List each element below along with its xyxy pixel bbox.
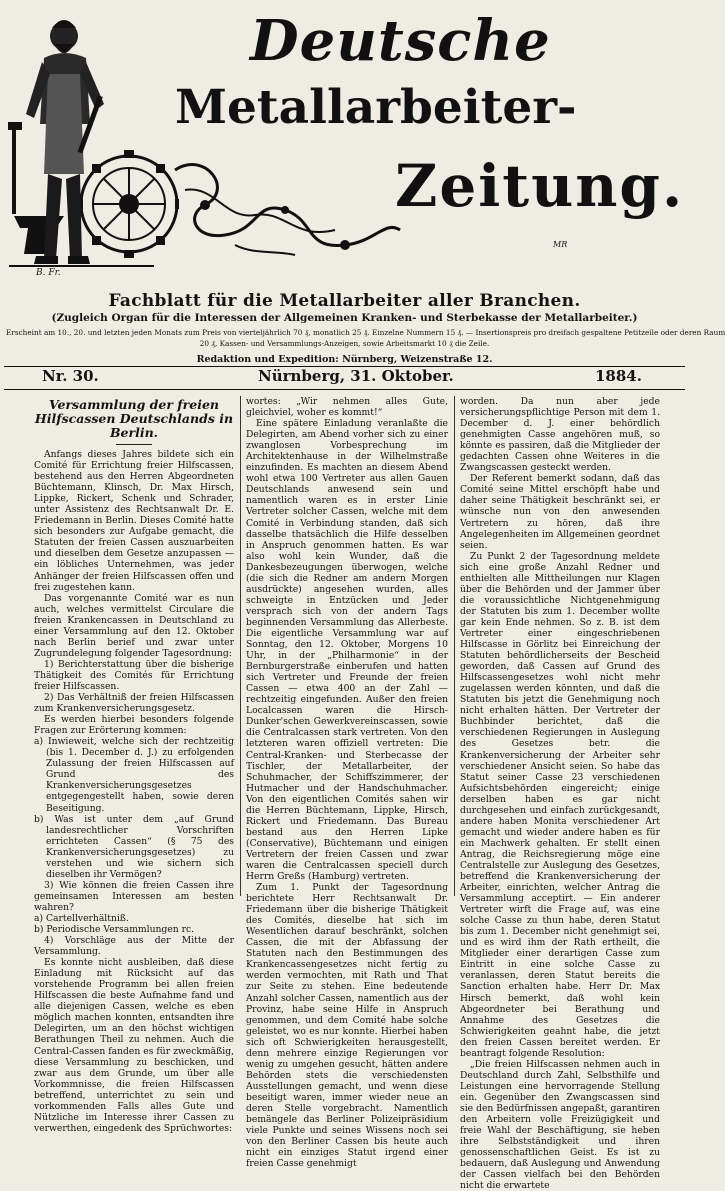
paragraph: Das vorgenannte Comité war es nun auch, welches vermittelst Circulare die freien Krankencassen in Deutschland zu einer Versammlung auf den 12. Oktober nach Berlin berief und zwar unter Zugrundelegung folgender Tagesordnung: [34, 592, 234, 659]
artist-signature: B. Fr. [36, 268, 61, 278]
resolution-quote: „Die freien Hilfscassen nehmen auch in Deutschland durch Zahl, Selbsthilfe und Leistungen eine hervorragende Stellung ein. Gegenüber den Zwangscassen sind sie den Bedürfnissen angepaßt, garantiren den Arbeitern volle Freizügigkeit und freie Wahl der Beschäftigung, sie heben ihre Selbstständigkeit und ihren genossenschaftlichen Geist. Es ist zu bedauern, daß Auslegung und Anwendung der Cassen vielfach bei den Behörden nicht die erwartete [460, 1058, 660, 1191]
agenda-subitem: b) Periodische Versammlungen rc. [34, 924, 195, 936]
title-line-2: Metallarbeiter- [175, 80, 577, 135]
monogram: MR [553, 240, 568, 249]
column-divider [240, 396, 241, 896]
paragraph: Zum 1. Punkt der Tagesordnung berichtete Herr Rechtsanwalt Dr. Friedemann über die bisherige Thätigkeit des Comités, dieselbe hat sich im Wesentlichen darauf beschränkt, solchen Cassen, die mit der Abfassung der Statuten nach den Bestimmungen des Krankencassengesetzes nicht fertig zu werden vermochten, mit Rath und That zur Seite zu stehen. Eine bedeutende Anzahl solcher Cassen, namentlich aus der Provinz, habe seine Hilfe in Anspruch genommen, und dem Comité habe solche geleistet, wo es nur konnte. Hierbei haben sich oft Schwierigkeiten herausgestellt, denn mehrere einzige Regierungen vor wenig zu umgehen gesucht, hätten andere Behörden stets die verschiedensten Ausstellungen gemacht, und wenn diese beseitigt waren, immer wieder neue an deren Stelle vorgebracht. Namentlich bemängele das Berliner Polizeipräsidium viele Punkte und seines Wissens noch sei von den Berliner Cassen bis heute auch nicht ein einziges Statut irgend einer freien Casse genehmigt [246, 882, 448, 1170]
paragraph: Eine spätere Einladung veranlaßte die Delegirten, am Abend vorher sich zu einer zwanglosen Vorbesprechung im Architektenhause in der Wilhelmstraße einzufinden. Es machten an diesem Abend wohl etwa 100 Vertreter aus allen Gauen Deutschlands anwesend sein und namentlich waren es in erster Linie Vertreter solcher Cassen, welche mit dem Comité in Verbindung standen, daß sich dasselbe thatsächlich die Hilfe desselben in Anspruch genommen hatten. Es war also wohl kein Wunder, daß die Dankesbezeugungen überwogen, welche (die sich die Redner am andern Morgen ausdrückte) angesehen wurden, alles schweigte in Entzücken und Jeder versprach sich von der andern Tags beginnenden Versammlung das Allerbeste. Die eigentliche Versammlung war auf Sonntag, den 12. Oktober, Morgens 10 Uhr, in der „Philharmonie“ in der Bernburgerstraße einberufen und hatten sich Vertreter und Freunde der freien Cassen — etwa 400 an der Zahl — rechtzeitig eingefunden. Außer den freien Localcassen waren die Hirsch-Dunker'schen Gewerkvereinscassen, sowie die Centralcassen stark vertreten. Von den letzteren waren offiziell vertreten: Die Central-Kranken- und Sterbecasse der Tischler, der Metallarbeiter, der Schuhmacher, der Schiffszimmerer, der Hutmacher und der Handschuhmacher. Von den eigentlichen Comités sahen wir die Herren Büchtemann, Lippke, Hirsch, Rickert und Friedemann. Das Bureau bestand aus den Herren Lipke (Conservative), Büchtemann und einigen Vertretern der freien Cassen und zwar waren die Centralcassen speciell durch Herrn Greßs (Hamburg) vertreten. [246, 418, 448, 883]
agenda-item: 3) Wie können die freien Cassen ihre gemeinsamen Interessen am besten wahren? [34, 879, 234, 913]
title-line-3: Zeitung. [395, 152, 685, 220]
agenda-item: 2) Das Verhältniß der freien Hilfscassen zum Krankenversicherungsgesetz. [34, 692, 234, 715]
agenda-subitem: a) Cartellverhältniß. [34, 912, 129, 924]
issue-place-date: Nürnberg, 31. Oktober. [258, 367, 454, 385]
info-line-1: Erscheint am 10., 20. und letzten jeden Monats zum Preis von vierteljährlich 70 ₰, monatlich 25 ₰. Einzelne Nummern 15 ₰. — Insertionspreis pro dreifach gespaltene Petitzeile oder deren Raum [6, 328, 725, 337]
paragraph: Der Referent bemerkt sodann, daß das Comité seine Mittel erschöpft habe und daher seine Thätigkeit beschränkt sei, er wünsche nun von den anwesenden Vertretern zu hören, daß ihre Angelegenheiten im Allgemeinen geordnet seien. [460, 473, 660, 551]
agenda-item: 4) Vorschläge aus der Mitte der Versammlung. [34, 935, 234, 958]
column-divider [454, 396, 455, 896]
title-rule [116, 444, 152, 445]
ornament-scroll [165, 150, 405, 260]
paragraph: Anfangs dieses Jahres bildete sich ein Comité für Errichtung freier Hilfscassen, bestehend aus den Herren Abgeordneten Büchtemann, Klinsch, Dr. Max Hirsch, Lippke, Rickert, Schenk und Schrader, unter Assistenz des Rechtsanwalt Dr. E. Friedemann in Berlin. Dieses Comité hatte sich besonders zur Aufgabe gemacht, die Statuten der freien Cassen auszuarbeiten und dieselben dem Gesetze anzupassen — ein löbliches Unternehmen, was jeder Anhänger der freien Hilfscassen offen und frei zugestehen kann. [34, 449, 234, 593]
agenda-item: 1) Berichterstattung über die bisherige Thätigkeit des Comités für Errichtung freier Hilfscassen. [34, 658, 234, 692]
rule-bottom [4, 389, 685, 390]
info-line-2: 20 ₰, Kassen- und Versammlungs-Anzeigen, sowie Arbeitsmarkt 10 ₰ die Zeile. [199, 339, 490, 348]
column-1 [34, 396, 234, 1134]
organ-line: (Zugleich Organ für die Interessen der Allgemeinen Kranken- und Sterbekasse der Metallarbeiter.) [51, 312, 638, 324]
redaktion-line: Redaktion und Expedition: Nürnberg, Weizenstraße 12. [196, 354, 493, 365]
blacksmith-illustration [4, 4, 179, 279]
issue-year: 1884. [595, 367, 642, 385]
subtitle: Fachblatt für die Metallarbeiter aller Branchen. [108, 291, 581, 311]
masthead [0, 0, 689, 300]
title-line-1: Deutsche [250, 8, 551, 74]
column-3 [460, 396, 660, 1191]
paragraph: Es werden hierbei besonders folgende Fragen zur Erörterung kommen: [34, 714, 234, 737]
paragraph: Es konnte nicht ausbleiben, daß diese Einladung mit Rücksicht auf das vorstehende Programm bei allen freien Hilfscassen die beste Aufnahme fand und alle diejenigen Cassen, welche es eben möglich machen konnten, entsandten ihre Delegirten, um an den höchst wichtigen Berathungen Theil zu nehmen. Auch die Central-Cassen fanden es für zweckmäßig, diese Versammlung zu beschicken, und zwar aus dem Grunde, um über alle Vorkommnisse, die freien Hilfscassen betreffend, unterrichtet zu sein und vorkommenden Falls alles Gute und Nützliche im Interesse ihrer Cassen zu verwerthen, eingedenk des Sprüchwortes: [34, 957, 234, 1134]
article-title: Versammlung der freien Hilfscassen Deutschlands in Berlin. [34, 397, 234, 440]
paragraph: wortes: „Wir nehmen alles Gute, gleichviel, woher es kommt!“ [246, 396, 448, 419]
issue-row [0, 366, 689, 388]
issue-number: Nr. 30. [42, 367, 99, 385]
column-2 [246, 396, 448, 1170]
paragraph: worden. Da nun aber jede versicherungspflichtige Person mit dem 1. December d. J. einer behördlich genehmigten Casse angehören muß, so könnte es passiren, daß die Mitglieder der gedachten Cassen ohne Weiteres in die Zwangscassen gesteckt werden. [460, 396, 660, 474]
agenda-subitem: a) Inwieweit, welche sich der rechtzeitig (bis 1. December d. J.) zu erfolgenden Zulassung der freien Hilfscassen auf Grund des Krankenversicherungsgesetzes entgegengestellt haben, sowie deren Beseitigung. [34, 736, 234, 814]
paragraph: Zu Punkt 2 der Tagesordnung meldete sich eine große Anzahl Redner und enthielten alle Mittheilungen nur Klagen über die Behörden und der Jammer über die voraussichtliche Nichtgenehmigung der Statuten bis zum 1. December wollte gar kein Ende nehmen. So z. B. ist dem Vertreter einer eingeschriebenen Hilfscasse in Görlitz bei Einreichung der Statuten behördlicherseits der Bescheid geworden, daß Cassen auf Grund des Hilfscassengesetzes wohl nicht mehr zugelassen werden könnten, und daß die Statuten bis jetzt die Genehmigung noch nicht erhalten hätten. Der Vertreter der Buchbinder berichtet, daß die verschiedenen Regierungen in Auslegung des Gesetzes betr. die Krankenversicherung der Arbeiter sehr verschiedener Ansicht seien. So habe das Statut seiner Casse 23 verschiedenen Aufsichtsbehörden eingereicht; einige derselben haben es gar nicht durchgesehen und einfach zurückgesandt, andere haben Monita verschiedener Art gemacht und wieder andere haben es für ein Machwerk gehalten. Er stellt einen Antrag, die Reichsregierung möge eine Centralstelle zur Auslegung des Gesetzes, betreffend die Krankenversicherung der Arbeiter, einrichten, welcher Antrag die Versammlung acceptirt. — Ein anderer Vertreter wirft die Frage auf, was eine solche Casse zu thun habe, deren Statut bis zum 1. December nicht genehmigt sei, und es wird ihm der Rath ertheilt, die Mitglieder einer derartigen Casse zum Eintritt in eine solche Casse zu veranlassen, deren Statut bereits die Sanction erhalten habe. Herr Dr. Max Hirsch bemerkt, daß wohl kein Abgeordneter bei Berathung und Annahme des Gesetzes die Schwierigkeiten geahnt habe, die jetzt den freien Cassen bereitet werden. Er beantragt folgende Resolution: [460, 550, 660, 1059]
agenda-subitem: b) Was ist unter dem „auf Grund landesrechtlicher Vorschriften errichteten Cassen“ (§ 75 des Krankenversicherungsgesetzes) zu verstehen und wie sichern sich dieselben ihr Vermögen? [34, 813, 234, 880]
